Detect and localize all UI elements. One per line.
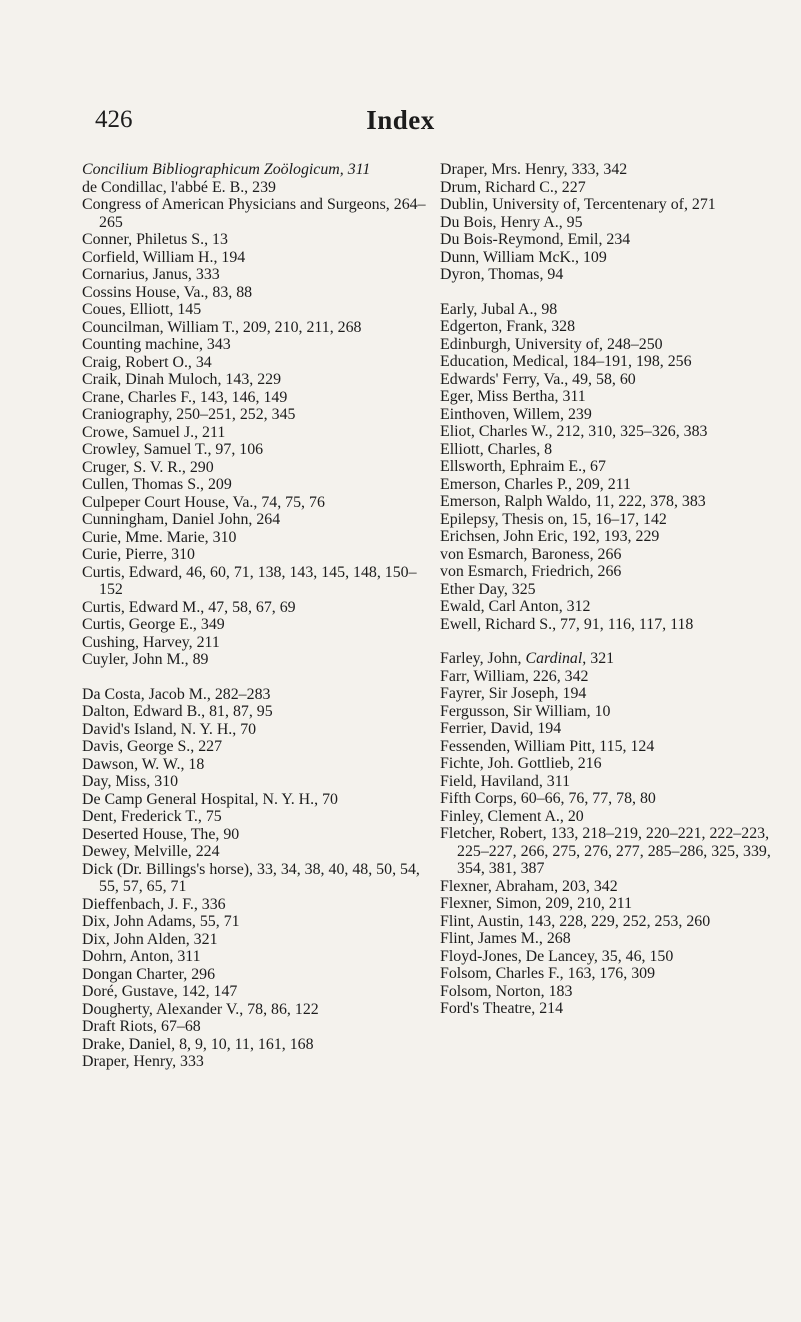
index-entry xyxy=(82,284,437,302)
index-entry-text: Folsom, Charles F., 163, 176, 309 xyxy=(440,965,656,982)
index-entry xyxy=(440,563,795,581)
index-entry-text: Conner, Philetus S., 13 xyxy=(82,231,228,248)
index-entry-text: von Esmarch, Baroness, 266 xyxy=(440,545,622,563)
index-entry-text: Curtis, Edward M., 47, 58, 67, 69 xyxy=(82,598,296,616)
index-entry xyxy=(440,598,795,616)
index-entry xyxy=(82,651,437,669)
index-entry xyxy=(82,249,437,267)
index-entry xyxy=(440,179,795,197)
index-entry xyxy=(440,685,795,703)
index-entry-text: Drake, Daniel, 8, 9, 10, 11, 161, 168 xyxy=(82,1035,314,1053)
index-entry-text: Draper, Mrs. Henry, 333, 342 xyxy=(440,161,628,178)
index-entry xyxy=(440,318,795,336)
index-entry xyxy=(440,825,795,878)
letter-section-gap xyxy=(82,669,437,686)
index-entry xyxy=(440,668,795,686)
index-entry-text: Deserted House, The, 90 xyxy=(82,825,240,843)
index-entry-text: Crane, Charles F., 143, 146, 149 xyxy=(82,388,288,406)
index-entry-text: Fayrer, Sir Joseph, 194 xyxy=(440,685,587,702)
index-entry xyxy=(440,790,795,808)
index-entry-text: Ellsworth, Ephraim E., 67 xyxy=(440,458,606,475)
index-entry-text: Dix, John Adams, 55, 71 xyxy=(82,913,240,930)
index-entry xyxy=(82,266,437,284)
index-entry-text: David's Island, N. Y. H., 70 xyxy=(82,720,257,738)
index-entry xyxy=(440,913,795,931)
index-entry-text: Fifth Corps, 60–66, 76, 77, 78, 80 xyxy=(440,790,656,807)
index-entry-text: Flexner, Abraham, 203, 342 xyxy=(440,877,618,895)
index-entry xyxy=(82,948,437,966)
index-entry-text: Dalton, Edward B., 81, 87, 95 xyxy=(82,703,273,720)
index-entry xyxy=(440,878,795,896)
index-entry xyxy=(82,913,437,931)
index-entry-text: Fletcher, Robert, 133, 218–219, 220–221, 222–223, 225–227, 266, 275, 276, 277, 285–286, 325, 339, 354, 381, 387 xyxy=(440,825,771,877)
index-entry xyxy=(82,529,437,547)
index-entry xyxy=(82,896,437,914)
index-entry xyxy=(82,791,437,809)
page-title: Index xyxy=(366,105,435,135)
index-entry xyxy=(82,1036,437,1054)
index-entry-text: Da Costa, Jacob M., 282–283 xyxy=(82,685,271,703)
index-entry xyxy=(82,546,437,564)
index-entry-text: Education, Medical, 184–191, 198, 256 xyxy=(440,353,692,370)
index-entry-text: Crowe, Samuel J., 211 xyxy=(82,423,226,441)
index-entry-title: Cardinal xyxy=(525,650,583,667)
index-column-right xyxy=(440,161,795,1018)
index-entry xyxy=(440,388,795,406)
index-entry-text: Dougherty, Alexander V., 78, 86, 122 xyxy=(82,1000,319,1018)
index-entry xyxy=(82,773,437,791)
index-entry-text: Edgerton, Frank, 328 xyxy=(440,318,576,335)
index-entry xyxy=(82,179,437,197)
index-entry xyxy=(440,703,795,721)
index-entry xyxy=(440,214,795,232)
index-entry-text: Edinburgh, University of, 248–250 xyxy=(440,335,663,353)
index-entry-text: Dix, John Alden, 321 xyxy=(82,930,218,948)
index-entry xyxy=(440,581,795,599)
index-entry-text: Dieffenbach, J. F., 336 xyxy=(82,895,226,913)
index-entry-pages: , 321 xyxy=(582,650,615,667)
index-column-left xyxy=(82,161,437,1071)
index-entry xyxy=(82,1001,437,1019)
index-entry xyxy=(440,773,795,791)
index-entry-text: Craniography, 250–251, 252, 345 xyxy=(82,406,296,423)
index-entry xyxy=(440,476,795,494)
index-entry-text: Concilium Bibliographicum Zoölogicum, 311 xyxy=(82,161,371,178)
index-entry xyxy=(440,738,795,756)
letter-section-gap xyxy=(440,633,795,650)
index-entry-text: Councilman, William T., 209, 210, 211, 268 xyxy=(82,318,362,336)
index-entry-text: Early, Jubal A., 98 xyxy=(440,300,558,318)
index-entry-text: Crowley, Samuel T., 97, 106 xyxy=(82,441,264,458)
index-entry xyxy=(82,371,437,389)
index-entry-text: Einthoven, Willem, 239 xyxy=(440,405,592,423)
index-entry xyxy=(440,546,795,564)
index-entry xyxy=(440,650,795,668)
index-entry-text: Dewey, Melville, 224 xyxy=(82,843,220,860)
index-entry-text: Doré, Gustave, 142, 147 xyxy=(82,983,238,1000)
index-entry-text: Dick (Dr. Billings's horse), 33, 34, 38, 40, 48, 50, 54, 55, 57, 65, 71 xyxy=(82,860,420,895)
index-entry xyxy=(440,266,795,284)
page-header xyxy=(0,104,801,144)
index-entry-text: Ether Day, 325 xyxy=(440,580,536,598)
index-entry xyxy=(440,983,795,1001)
index-entry xyxy=(82,634,437,652)
index-entry xyxy=(82,161,437,179)
index-entry-text: Flint, James M., 268 xyxy=(440,930,571,947)
index-entry xyxy=(440,930,795,948)
index-entry xyxy=(82,703,437,721)
index-entry xyxy=(440,336,795,354)
index-entry-text: Eliot, Charles W., 212, 310, 325–326, 383 xyxy=(440,423,708,440)
index-entry xyxy=(82,616,437,634)
index-entry-text: Finley, Clement A., 20 xyxy=(440,807,584,825)
index-entry-text: Dent, Frederick T., 75 xyxy=(82,808,222,825)
index-entry xyxy=(440,161,795,179)
index-entry xyxy=(82,459,437,477)
index-entry-text: Dohrn, Anton, 311 xyxy=(82,948,201,965)
index-entry xyxy=(82,861,437,896)
index-entry-text: Du Bois-Reymond, Emil, 234 xyxy=(440,231,631,248)
index-entry-text: Curie, Mme. Marie, 310 xyxy=(82,528,237,546)
index-entry xyxy=(82,756,437,774)
index-entry xyxy=(82,301,437,319)
index-entry-text: Dawson, W. W., 18 xyxy=(82,755,205,773)
index-entry xyxy=(82,511,437,529)
index-entry-text: Coues, Elliott, 145 xyxy=(82,301,202,318)
index-entry xyxy=(440,1000,795,1018)
index-entry-text: Dyron, Thomas, 94 xyxy=(440,266,564,283)
index-entry xyxy=(82,424,437,442)
index-entry-text: Ford's Theatre, 214 xyxy=(440,1000,564,1017)
index-entry-text: Cuyler, John M., 89 xyxy=(82,651,209,668)
index-entry xyxy=(440,371,795,389)
index-entry-text: Draper, Henry, 333 xyxy=(82,1053,204,1070)
index-entry-text: Emerson, Ralph Waldo, 11, 222, 378, 383 xyxy=(440,493,706,510)
index-entry-text: Epilepsy, Thesis on, 15, 16–17, 142 xyxy=(440,510,667,528)
index-entry-text: Craig, Robert O., 34 xyxy=(82,353,212,371)
index-entry xyxy=(82,931,437,949)
index-entry xyxy=(440,511,795,529)
index-entry-text: Curtis, George E., 349 xyxy=(82,616,225,633)
index-entry-text: Flint, Austin, 143, 228, 229, 252, 253, 260 xyxy=(440,912,711,930)
index-entry xyxy=(440,720,795,738)
index-entry xyxy=(440,755,795,773)
index-entry-text: Ewald, Carl Anton, 312 xyxy=(440,598,591,615)
index-entry xyxy=(82,406,437,424)
index-entry-text: Farr, William, 226, 342 xyxy=(440,667,589,685)
index-entry xyxy=(440,423,795,441)
index-entry-text: Dublin, University of, Tercentenary of, 271 xyxy=(440,196,716,213)
index-entry-text: Cornarius, Janus, 333 xyxy=(82,266,220,283)
index-entry xyxy=(440,301,795,319)
index-entry xyxy=(440,493,795,511)
index-entry-text: Edwards' Ferry, Va., 49, 58, 60 xyxy=(440,370,636,388)
index-entry-text: Flexner, Simon, 209, 210, 211 xyxy=(440,895,633,912)
index-entry-text: Davis, George S., 227 xyxy=(82,738,223,755)
index-entry-text: Fessenden, William Pitt, 115, 124 xyxy=(440,737,655,755)
index-entry-text: de Condillac, l'abbé E. B., 239 xyxy=(82,178,276,196)
index-entry xyxy=(440,895,795,913)
index-entry-text: Floyd-Jones, De Lancey, 35, 46, 150 xyxy=(440,947,674,965)
index-entry-text: Eger, Miss Bertha, 311 xyxy=(440,388,586,405)
index-entry-text: Culpeper Court House, Va., 74, 75, 76 xyxy=(82,493,325,511)
index-entry-text: Fichte, Joh. Gottlieb, 216 xyxy=(440,755,602,772)
index-entry xyxy=(82,1053,437,1071)
index-entry xyxy=(82,738,437,756)
index-entry-text: Counting machine, 343 xyxy=(82,336,231,353)
index-entry-text: Corfield, William H., 194 xyxy=(82,248,246,266)
index-entry xyxy=(440,808,795,826)
index-entry xyxy=(82,686,437,704)
index-entry xyxy=(440,528,795,546)
index-entry-text: Ewell, Richard S., 77, 91, 116, 117, 118 xyxy=(440,615,694,633)
index-entry xyxy=(440,353,795,371)
index-entry-text: Draft Riots, 67–68 xyxy=(82,1018,201,1035)
index-entry xyxy=(82,721,437,739)
index-entry-text: Du Bois, Henry A., 95 xyxy=(440,213,583,231)
index-entry xyxy=(82,319,437,337)
index-entry xyxy=(82,476,437,494)
index-entry xyxy=(440,441,795,459)
index-entry xyxy=(82,389,437,407)
index-entry-text: Fergusson, Sir William, 10 xyxy=(440,702,611,720)
index-entry-text: Elliott, Charles, 8 xyxy=(440,440,553,458)
page-number: 426 xyxy=(95,106,133,133)
index-entry-text: von Esmarch, Friedrich, 266 xyxy=(440,563,622,580)
index-entry-text: Drum, Richard C., 227 xyxy=(440,178,586,196)
index-entry xyxy=(82,966,437,984)
index-entry xyxy=(440,616,795,634)
index-entry xyxy=(82,354,437,372)
index-entry-text: Day, Miss, 310 xyxy=(82,773,179,790)
index-entry-text: Dongan Charter, 296 xyxy=(82,965,216,983)
index-entry xyxy=(82,441,437,459)
index-entry xyxy=(440,458,795,476)
index-entry-text: Cossins House, Va., 83, 88 xyxy=(82,283,253,301)
index-entry xyxy=(82,826,437,844)
index-entry-text: Cullen, Thomas S., 209 xyxy=(82,476,232,493)
index-entry xyxy=(82,808,437,826)
index-entry-text: Erichsen, John Eric, 192, 193, 229 xyxy=(440,528,660,545)
index-entry xyxy=(82,196,437,231)
index-entry xyxy=(82,336,437,354)
index-entry xyxy=(440,948,795,966)
index-entry xyxy=(440,249,795,267)
index-entry-text: Emerson, Charles P., 209, 211 xyxy=(440,475,631,493)
index-entry-text: Craik, Dinah Muloch, 143, 229 xyxy=(82,371,282,388)
index-entry-text: Folsom, Norton, 183 xyxy=(440,982,573,1000)
letter-section-gap xyxy=(440,284,795,301)
index-entry-text: De Camp General Hospital, N. Y. H., 70 xyxy=(82,790,338,808)
index-entry xyxy=(82,564,437,599)
index-entry-text: Curie, Pierre, 310 xyxy=(82,546,195,563)
index-entry xyxy=(82,983,437,1001)
index-entry-text: Congress of American Physicians and Surgeons, 264–265 xyxy=(82,196,426,231)
index-entry xyxy=(82,1018,437,1036)
index-entry xyxy=(440,965,795,983)
index-entry-text: Cruger, S. V. R., 290 xyxy=(82,458,214,476)
index-entry xyxy=(440,196,795,214)
index-entry xyxy=(440,406,795,424)
index-entry-text: Cushing, Harvey, 211 xyxy=(82,633,220,651)
index-entry-text: Ferrier, David, 194 xyxy=(440,720,562,737)
index-entry xyxy=(82,494,437,512)
index-entry xyxy=(82,231,437,249)
index-entry-text: Cunningham, Daniel John, 264 xyxy=(82,511,281,528)
index-entry-text: Dunn, William McK., 109 xyxy=(440,248,607,266)
index-entry xyxy=(440,231,795,249)
index-entry-text: Farley, John, xyxy=(440,650,526,667)
index-entry-text: Curtis, Edward, 46, 60, 71, 138, 143, 145, 148, 150–152 xyxy=(82,563,417,598)
index-entry-text: Field, Haviland, 311 xyxy=(440,772,571,790)
index-entry xyxy=(82,599,437,617)
index-entry xyxy=(82,843,437,861)
